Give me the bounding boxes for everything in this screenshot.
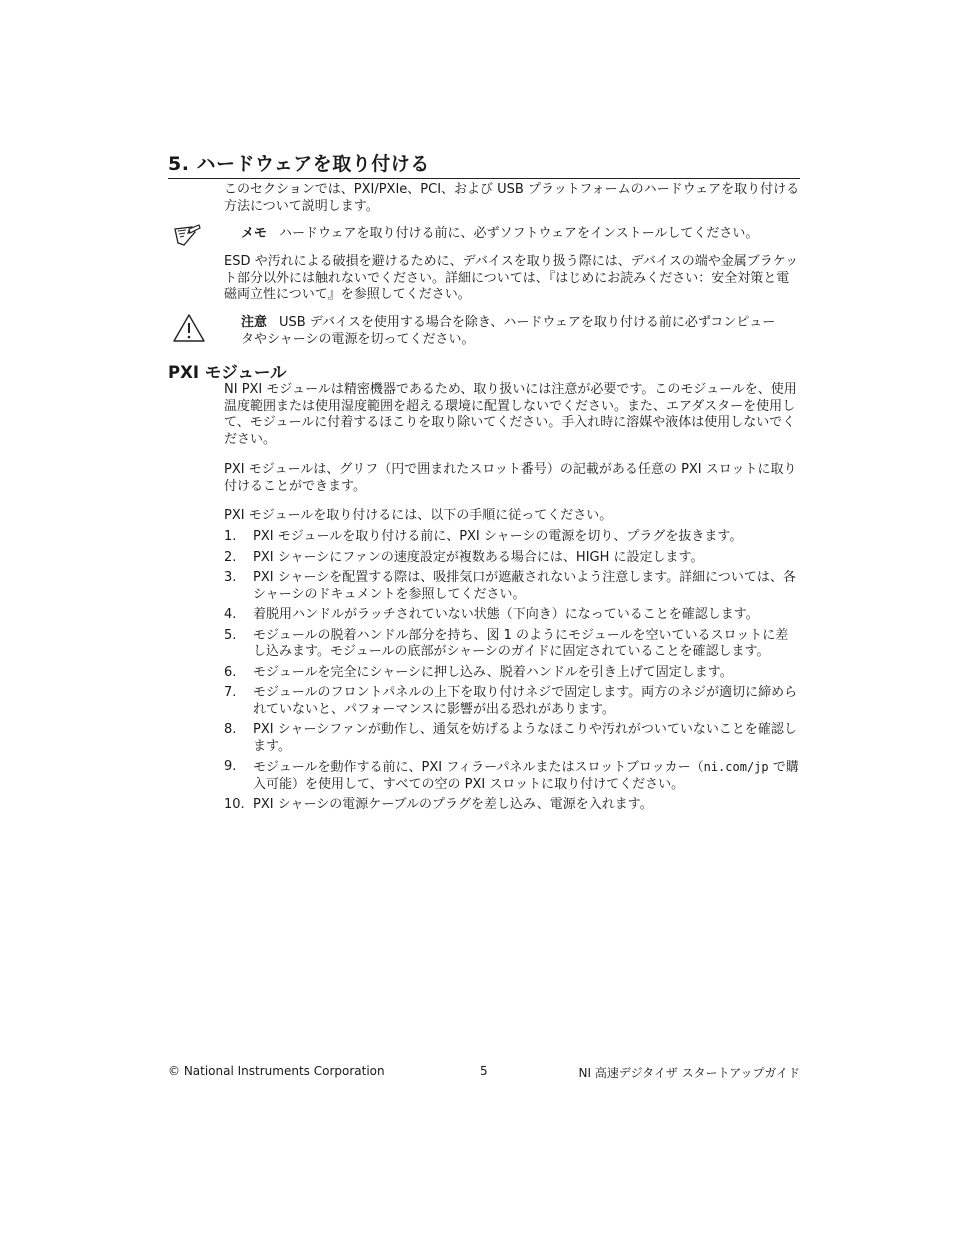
intro-paragraph: このセクションでは、PXI/PXIe、PCI、および USB プラットフォームのハードウェアを取り付ける方法について説明します。 xyxy=(224,182,800,214)
step-text: モジュールの脱着ハンドル部分を持ち、図 1 のようにモジュールを空いているスロットに差し込みます。モジュールの底部がシャーシのガイドに固定されていることを確認します。 xyxy=(253,627,789,659)
pxi-paragraph-1: NI PXI モジュールは精密機器であるため、取り扱いには注意が必要です。このモジュールを、使用温度範囲または使用湿度範囲を超える環境に配置しないでください。また、エアダスターを使用して、モジュールに付着するほこりを取り除いてください。手入れ時に溶媒や液体は使用しないでください。 xyxy=(224,382,797,447)
step-number: 6. xyxy=(224,664,237,680)
step-text-before: モジュールを動作する前に、PXI フィラーパネルまたはスロットブロッカー（ xyxy=(253,760,704,775)
ni-url-code: ni.com/jp xyxy=(703,760,769,774)
step-number: 3. xyxy=(224,570,237,585)
footer-page-number: 5 xyxy=(480,1064,488,1078)
step-number: 8. xyxy=(224,722,237,737)
step-item xyxy=(224,607,800,624)
note-block xyxy=(241,226,806,243)
step-text: PXI モジュールを取り付ける前に、PXI シャーシの電源を切り、プラグを抜きます。 xyxy=(253,529,743,544)
step-number: 1. xyxy=(224,529,237,544)
step-item xyxy=(224,570,800,603)
step-item xyxy=(224,722,800,755)
step-item xyxy=(224,685,800,718)
note-text: ハードウェアを取り付ける前に、必ずソフトウェアをインストールしてください。 xyxy=(279,226,759,241)
caution-block xyxy=(241,315,786,348)
step-number: 7. xyxy=(224,685,237,700)
caution-text: USB デバイスを使用する場合を除き、ハードウェアを取り付ける前に必ずコンピュータやシャーシの電源を切ってください。 xyxy=(241,315,776,347)
note-icon xyxy=(172,223,202,251)
step-text: PXI シャーシファンが動作し、通気を妨げるようなほこりや汚れがついていないことを確認します。 xyxy=(253,722,797,754)
step-number: 5. xyxy=(224,627,237,643)
step-number: 4. xyxy=(224,607,237,622)
step-item xyxy=(224,628,800,661)
step-item xyxy=(224,759,800,793)
footer-guide-title: NI 高速デジタイザ スタートアップガイド xyxy=(578,1066,800,1080)
note-label: メモ xyxy=(241,226,268,241)
pxi-module-heading: PXI モジュール xyxy=(168,363,287,382)
step-item xyxy=(224,550,800,567)
step-item xyxy=(224,797,800,814)
step-text: モジュールのフロントパネルの上下を取り付けネジで固定します。両方のネジが適切に締められていないと、パフォーマンスに影響が出る恐れがあります。 xyxy=(253,685,798,717)
caution-icon xyxy=(172,313,206,343)
step-number: 10. xyxy=(224,797,245,812)
step-text: PXI シャーシにファンの速度設定が複数ある場合には、HIGH に設定します。 xyxy=(253,549,704,565)
step-text: PXI シャーシの電源ケーブルのプラグを差し込み、電源を入れます。 xyxy=(253,797,653,812)
pxi-paragraph-2: PXI モジュールは、グリフ（円で囲まれたスロット番号）の記載がある任意の PXI スロットに取り付けることができます。 xyxy=(224,462,797,494)
step-text: モジュールを完全にシャーシに押し込み、脱着ハンドルを引き上げて固定します。 xyxy=(253,664,733,680)
step-text: PXI シャーシを配置する際は、吸排気口が遮蔽されないよう注意します。詳細については、各シャーシのドキュメントを参照してください。 xyxy=(253,570,796,602)
step-text: 着脱用ハンドルがラッチされていない状態（下向き）になっていることを確認します。 xyxy=(253,607,759,622)
caution-label: 注意 xyxy=(241,315,268,330)
section-heading: 5. ハードウェアを取り付ける xyxy=(168,149,800,179)
step-item xyxy=(224,665,800,682)
footer-copyright: © National Instruments Corporation xyxy=(168,1064,385,1078)
step-number: 2. xyxy=(224,549,237,565)
step-text-after: で購入可能）を使用して、すべての空の PXI スロットに取り付けてください。 xyxy=(253,760,799,792)
pxi-paragraph-3: PXI モジュールを取り付けるには、以下の手順に従ってください。 xyxy=(224,508,613,523)
step-number: 9. xyxy=(224,759,237,774)
install-steps-list xyxy=(224,529,800,818)
step-item xyxy=(224,529,800,546)
esd-paragraph: ESD や汚れによる破損を避けるために、デバイスを取り扱う際には、デバイスの端や金属ブラケット部分以外には触れないでください。詳細については、『はじめにお読みください：安全対策と電磁両立性について』を参照してください。 xyxy=(224,254,799,302)
